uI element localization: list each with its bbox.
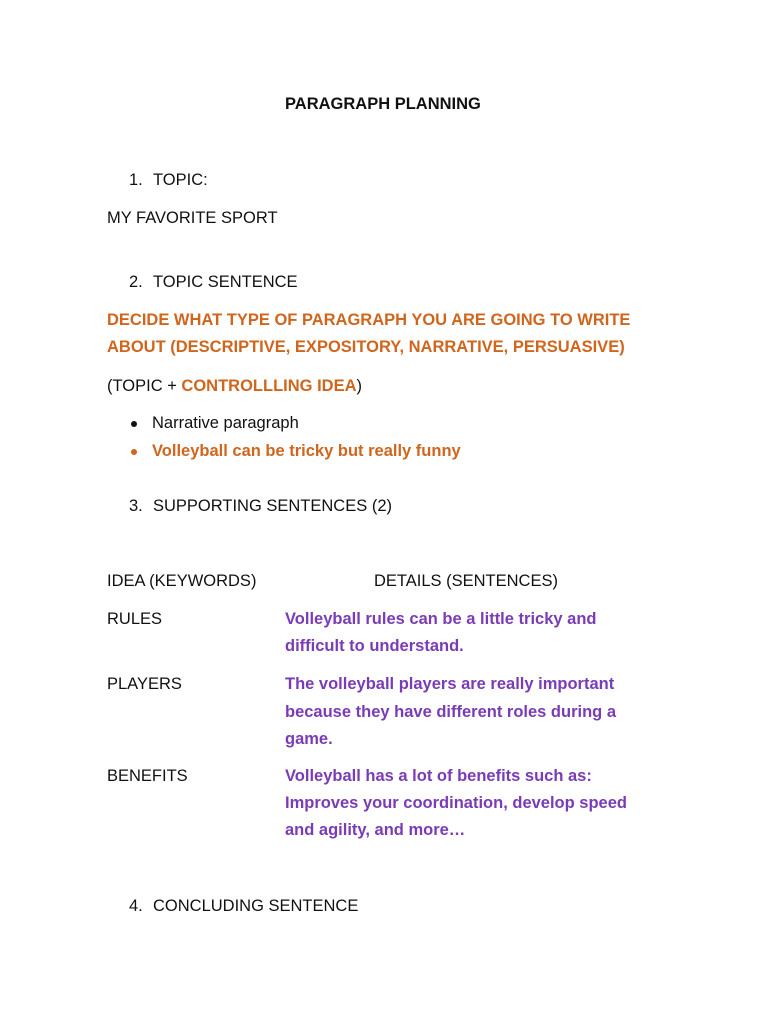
- section-1-number: 1.: [129, 171, 143, 189]
- row-idea-players: PLAYERS: [107, 675, 182, 693]
- row-detail-line: Volleyball rules can be a little tricky and: [285, 610, 597, 628]
- column-header-details: DETAILS (SENTENCES): [374, 572, 558, 590]
- section-2-heading: [129, 269, 298, 296]
- formula-prefix: (TOPIC +: [107, 377, 182, 395]
- row-idea-rules: RULES: [107, 610, 163, 628]
- instruction-line-1: DECIDE WHAT TYPE OF PARAGRAPH YOU ARE GOING TO WRITE: [107, 311, 631, 329]
- row-detail-line: Volleyball has a lot of benefits such as:: [285, 767, 592, 785]
- row-detail-line: Improves your coordination, develop speed: [285, 794, 627, 812]
- instruction-line-2: ABOUT (DESCRIPTIVE, EXPOSITORY, NARRATIVE, PERSUASIVE): [107, 338, 625, 356]
- row-detail-line: and agility, and more…: [285, 821, 466, 839]
- formula-highlight: CONTROLLLING IDEA: [181, 377, 357, 395]
- section-3-label: SUPPORTING SENTENCES (2): [153, 497, 392, 515]
- row-detail-line: game.: [285, 730, 333, 748]
- row-detail-line: difficult to understand.: [285, 637, 464, 655]
- section-1-heading: [129, 167, 208, 194]
- bullet-dot-icon: [131, 421, 137, 427]
- row-idea-benefits: BENEFITS: [107, 767, 188, 785]
- section-3-heading: [129, 493, 392, 520]
- section-3-number: 3.: [129, 497, 143, 515]
- formula-suffix: ): [356, 377, 362, 395]
- column-header-idea: IDEA (KEYWORDS): [107, 572, 257, 590]
- section-1-label: TOPIC:: [153, 171, 208, 189]
- bullet-dot-icon: [131, 449, 137, 455]
- page-title: PARAGRAPH PLANNING: [285, 95, 481, 113]
- section-2-number: 2.: [129, 273, 143, 291]
- bullet-item: Narrative paragraph: [152, 414, 299, 432]
- section-4-number: 4.: [129, 897, 143, 915]
- row-detail-line: The volleyball players are really important: [285, 675, 615, 693]
- formula-line: [107, 373, 362, 400]
- topic-answer: MY FAVORITE SPORT: [107, 209, 278, 227]
- section-4-heading: [129, 893, 358, 920]
- bullet-item: Volleyball can be tricky but really funny: [152, 442, 461, 460]
- row-detail-line: because they have different roles during a: [285, 703, 617, 721]
- section-2-label: TOPIC SENTENCE: [153, 273, 298, 291]
- section-4-label: CONCLUDING SENTENCE: [153, 897, 359, 915]
